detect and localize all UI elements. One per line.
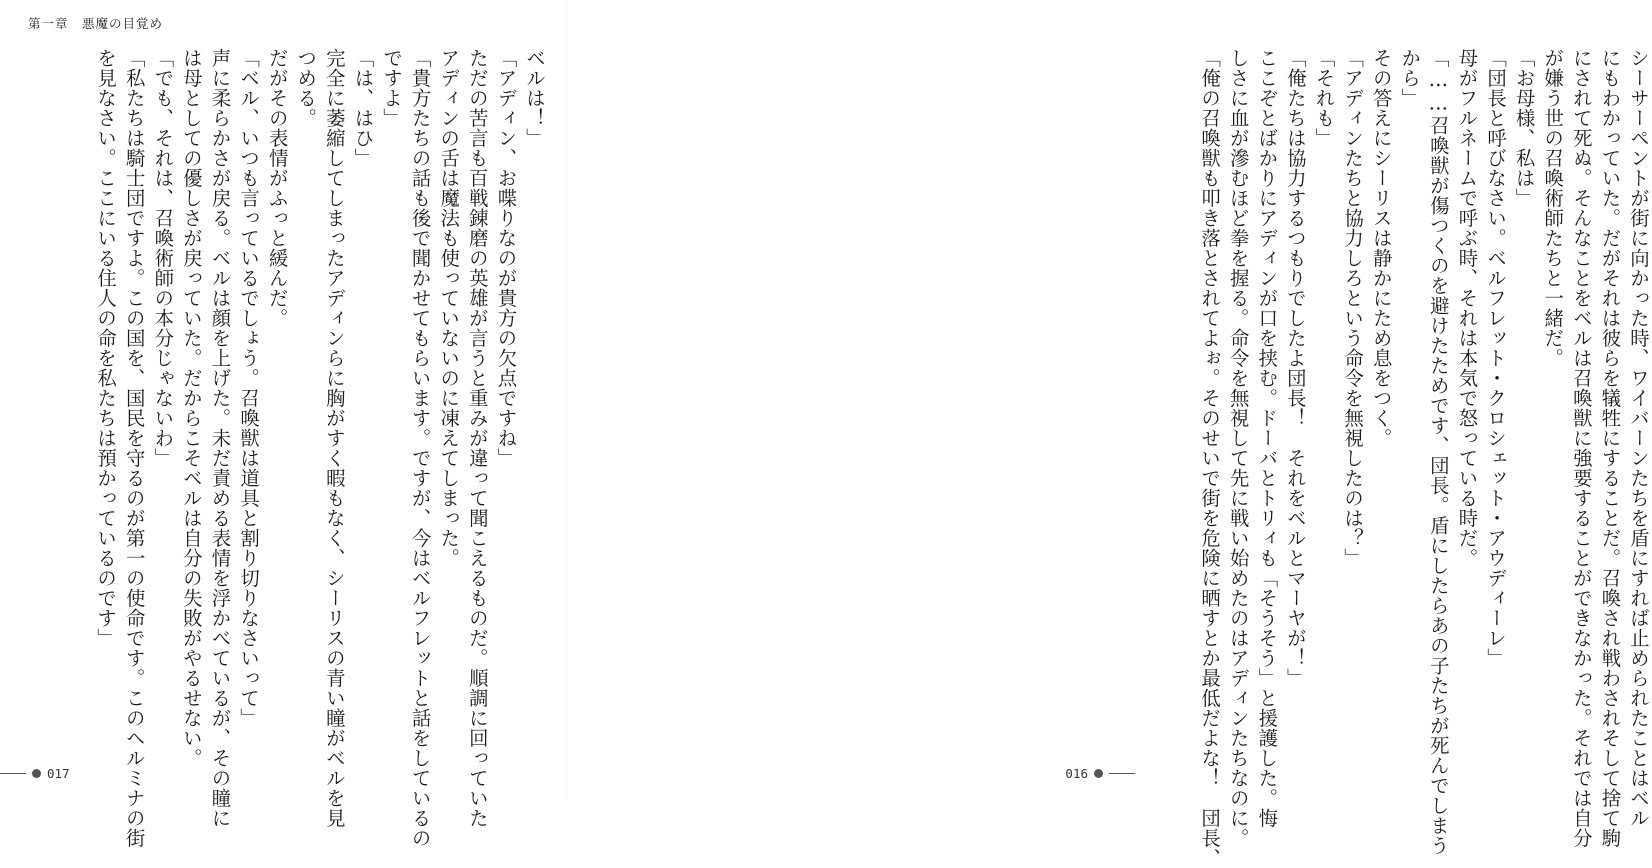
right-page [567,0,1650,868]
text-line: 「でも、それは、召喚術師の本分じゃないわ」 [151,48,175,468]
text-line: 「貴方たちの話も後で聞かせてもらいます。ですが、今はベルフレットと話をしているの [408,48,432,848]
text-line: 「お母様、私は」 [1512,48,1536,208]
text-line: アディンの舌は魔法も使っていないのに凍えてしまった。 [437,48,461,568]
text-line: その答えにシーリスは静かにため息をつく。 [1369,48,1393,448]
left-page-folio [0,766,70,781]
right-page-text [1150,48,1652,868]
text-line: が嫌う世の召喚術師たちと一緒だ。 [1541,48,1565,368]
running-head: 第一章 悪魔の目覚め [28,16,164,31]
text-line: だがその表情がふっと緩んだ。 [265,48,289,328]
text-line: つめる。 [294,48,318,128]
text-line: 「私たちは騎士団ですよ。この国を、国民を守るのが第一の使命です。このヘルミナの街 [122,48,146,848]
left-page-number: 017 [47,766,70,781]
text-line: しさに血が滲むほど拳を握る。命令を無視して先に戦い始めたのはアディンたちなのに。 [1226,48,1250,848]
text-line: 「アディン、お喋りなのが貴方の欠点ですね」 [494,48,518,468]
right-page-folio [1065,766,1135,781]
text-line: 「団長と呼びなさい。ベルフレット・クロシェット・アウディーレ」 [1484,48,1508,668]
text-line: は母としての優しさが戻っていた。だからこそベルは自分の失敗がやるせない。 [179,48,203,768]
text-line: 「は、はひ」 [351,48,375,168]
text-line: 「それも」 [1312,48,1336,148]
text-line: ですよ」 [380,48,404,128]
folio-dot-icon [32,769,41,778]
left-page [0,0,567,848]
text-line: を見なさい。ここにいる住人の命を私たちは預かっているのです」 [94,48,118,648]
text-line: にされて死ぬ。そんなことをベルは召喚獣に強要することができなかった。それでは自分 [1569,48,1593,848]
folio-rule [1109,773,1135,774]
text-line: 「俺たちは協力するつもりでしたよ団長！ それをベルとマーヤが！」 [1283,48,1307,688]
text-line: 「ベル、いつも言っているでしょう。召喚獣は道具と割り切りなさいって」 [237,48,261,728]
text-line: 声に柔らかさが戻る。ベルは顔を上げた。未だ責める表情を浮かべているが、その瞳に [208,48,232,828]
text-line: にもわかっていた。だがそれは彼らを犠牲にすることだ。召喚され戦わされそして捨て駒 [1598,48,1622,848]
text-line: ただの苦言も百戦錬磨の英雄が言うと重みが違って聞こえるものだ。順調に回っていた [465,48,489,828]
folio-dot-icon [1094,769,1103,778]
text-line: 母がフルネームで呼ぶ時、それは本気で怒っている時だ。 [1455,48,1479,568]
text-line: 「俺の召喚獣も叩き落とされてよぉ。そのせいで街を危険に晒すとか最低だよな！ 団長、 [1198,48,1222,868]
folio-rule [0,773,26,774]
text-line: 「アディンたちと協力しろという命令を無視したのは？」 [1341,48,1365,568]
text-line: シーサーペントが街に向かった時、ワイバーンたちを盾にすれば止められたことはベル [1627,48,1650,828]
right-page-number: 016 [1065,766,1088,781]
text-line: ここぞとばかりにアディンが口を挟む。ドーバとトリィも「そうそう」と援護した。悔 [1255,48,1279,828]
text-line: から」 [1398,48,1422,108]
text-line: 完全に萎縮してしまったアディンらに胸がすく暇もなく、シーリスの青い瞳がベルを見 [322,48,346,828]
text-line: 「……召喚獣が傷つくのを避けたためです、団長。盾にしたらあの子たちが死んでしまう [1426,48,1450,856]
text-line: ベルは！」 [523,48,546,148]
